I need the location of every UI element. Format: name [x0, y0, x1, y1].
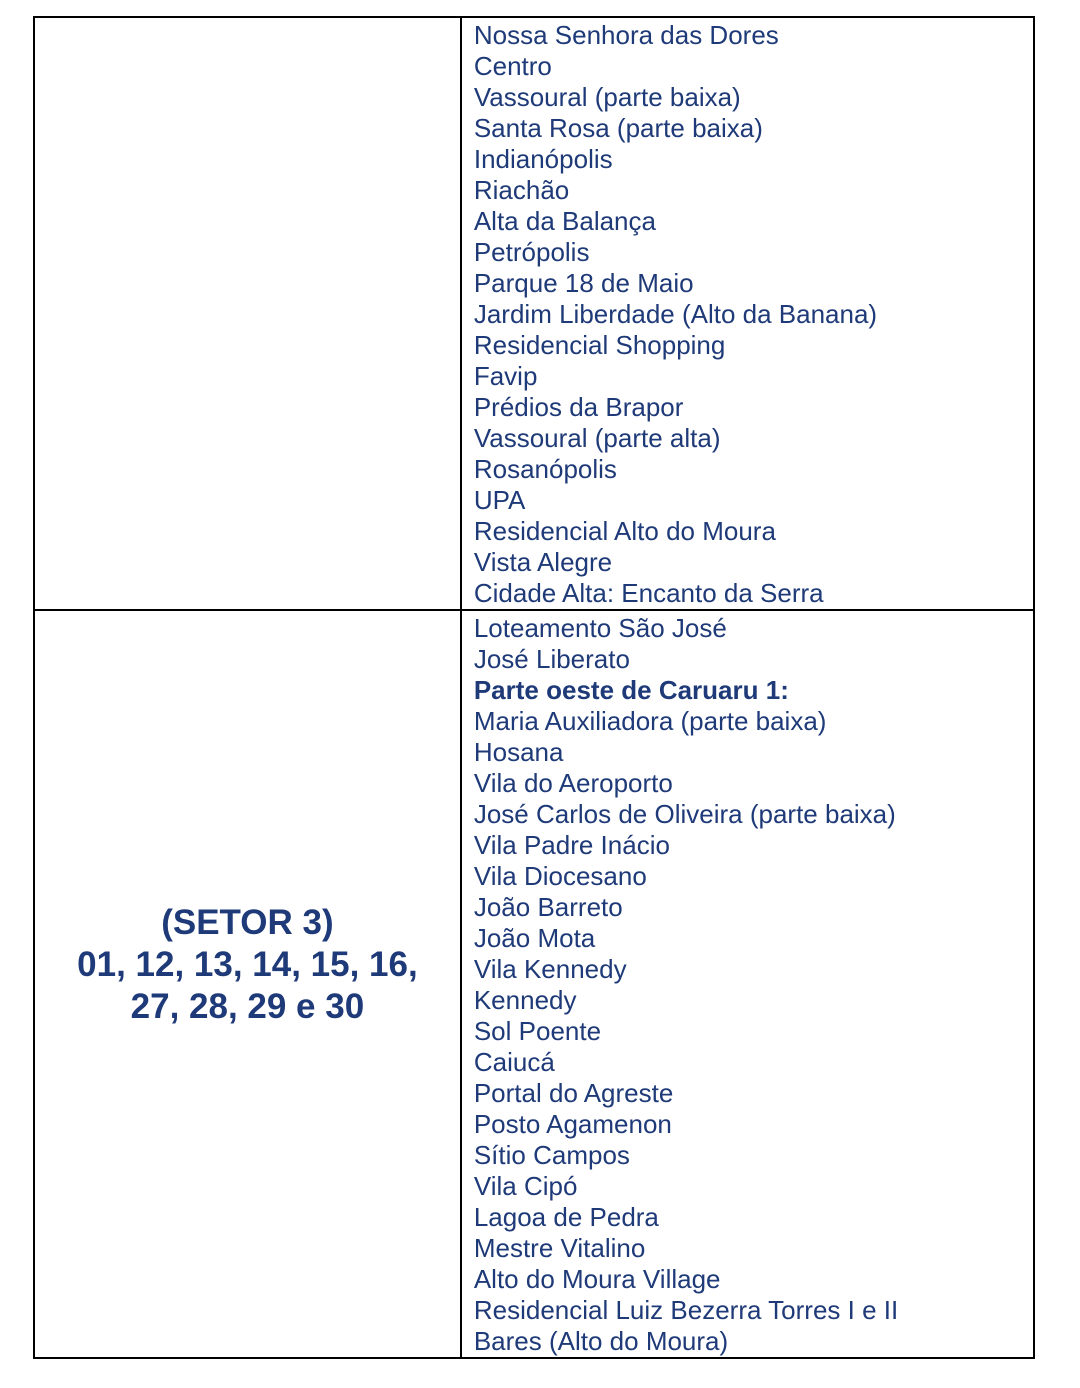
list-item: Parque 18 de Maio — [473, 268, 694, 298]
list-item: Vila Cipó — [473, 1171, 578, 1201]
list-item: Portal do Agreste — [473, 1078, 674, 1108]
list-item: José Liberato — [473, 644, 630, 674]
list-item: Riachão — [473, 175, 570, 205]
list-item: Vassoural (parte alta) — [473, 423, 721, 453]
sector-label — [35, 902, 460, 1066]
list-item: Residencial Shopping — [473, 330, 726, 360]
list-item: Vista Alegre — [473, 547, 613, 577]
list-item: Sítio Campos — [473, 1140, 630, 1170]
list-item: Loteamento São José — [473, 613, 727, 643]
sector-label — [35, 295, 460, 333]
list-item: Residencial Alto do Moura — [473, 516, 776, 546]
table-row — [34, 17, 1034, 610]
sector-label-line: 01, 12, 13, 14, 15, 16, — [77, 945, 418, 984]
table-row — [34, 610, 1034, 1358]
list-item: Kennedy — [473, 985, 577, 1015]
sector-cell — [34, 17, 461, 610]
neighborhood-cell — [461, 610, 1034, 1358]
list-item: Vila do Aeroporto — [473, 768, 673, 798]
list-item: Nossa Senhora das Dores — [473, 20, 779, 50]
list-item: Hosana — [473, 737, 564, 767]
list-item: Centro — [473, 51, 552, 81]
sector-cell — [34, 610, 461, 1358]
list-item: Prédios da Brapor — [473, 392, 684, 422]
list-item: Indianópolis — [473, 144, 613, 174]
list-item: João Barreto — [473, 892, 623, 922]
list-item: Bares (Alto do Moura) — [473, 1326, 729, 1356]
list-item: UPA — [473, 485, 526, 515]
list-item: Caiucá — [473, 1047, 555, 1077]
neighborhood-list — [462, 611, 1033, 1357]
list-item: Santa Rosa (parte baixa) — [473, 113, 763, 143]
list-item: Alto do Moura Village — [473, 1264, 721, 1294]
list-item: Rosanópolis — [473, 454, 617, 484]
list-item: Mestre Vitalino — [473, 1233, 646, 1263]
list-item: Favip — [473, 361, 538, 391]
list-item: Maria Auxiliadora (parte baixa) — [473, 706, 827, 736]
list-heading: Parte oeste de Caruaru 1: — [473, 675, 789, 705]
sector-table — [33, 16, 1035, 1359]
sector-label-line: (SETOR 3) — [161, 903, 334, 942]
neighborhood-cell — [461, 17, 1034, 610]
list-item: Vila Padre Inácio — [473, 830, 670, 860]
list-item: Posto Agamenon — [473, 1109, 672, 1139]
neighborhood-list — [462, 18, 1033, 609]
list-item: Vassoural (parte baixa) — [473, 82, 741, 112]
list-item: Sol Poente — [473, 1016, 602, 1046]
list-item: Lagoa de Pedra — [473, 1202, 659, 1232]
list-item: Residencial Luiz Bezerra Torres I e II — [473, 1295, 899, 1325]
list-item: Jardim Liberdade (Alto da Banana) — [473, 299, 878, 329]
list-item: Vila Kennedy — [473, 954, 627, 984]
list-item: Vila Diocesano — [473, 861, 647, 891]
list-item: José Carlos de Oliveira (parte baixa) — [473, 799, 896, 829]
list-item: Alta da Balança — [473, 206, 656, 236]
list-item: João Mota — [473, 923, 596, 953]
list-item: Petrópolis — [473, 237, 590, 267]
list-item: Cidade Alta: Encanto da Serra — [473, 578, 824, 608]
sector-label-line: 27, 28, 29 e 30 — [130, 987, 365, 1026]
